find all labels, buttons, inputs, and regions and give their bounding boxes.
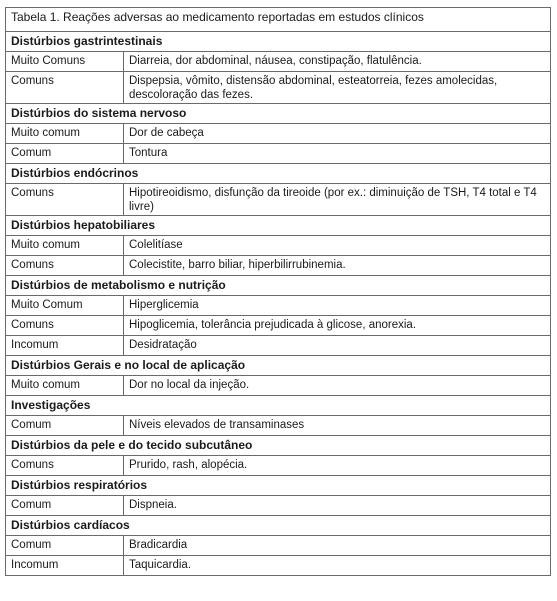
section-heading: Distúrbios respiratórios: [6, 476, 551, 496]
frequency-cell: Muito Comuns: [6, 52, 124, 72]
section-heading: Distúrbios gastrintestinais: [6, 32, 551, 52]
table-row: [6, 556, 551, 576]
table-row: [6, 144, 551, 164]
table-row: [6, 236, 551, 256]
section-heading: Distúrbios do sistema nervoso: [6, 104, 551, 124]
reaction-cell: Dor de cabeça: [124, 124, 551, 144]
table-row: [6, 52, 551, 72]
frequency-cell: Comuns: [6, 256, 124, 276]
section-header-row: [6, 356, 551, 376]
section-header-row: [6, 164, 551, 184]
table-row: [6, 336, 551, 356]
reaction-cell: Colelitíase: [124, 236, 551, 256]
reaction-cell: Níveis elevados de transaminases: [124, 416, 551, 436]
table-row: [6, 376, 551, 396]
frequency-cell: Comum: [6, 416, 124, 436]
reaction-cell: Desidratação: [124, 336, 551, 356]
frequency-cell: Muito comum: [6, 124, 124, 144]
section-header-row: [6, 476, 551, 496]
reaction-cell: Dispneia.: [124, 496, 551, 516]
section-header-row: [6, 104, 551, 124]
section-heading: Distúrbios cardíacos: [6, 516, 551, 536]
reaction-cell: Hipotireoidismo, disfunção da tireoide (por ex.: diminuição de TSH, T4 total e T4 livre): [124, 184, 551, 216]
table-row: [6, 256, 551, 276]
section-header-row: [6, 396, 551, 416]
frequency-cell: Comuns: [6, 456, 124, 476]
table-row: [6, 316, 551, 336]
section-header-row: [6, 32, 551, 52]
frequency-cell: Incomum: [6, 336, 124, 356]
reaction-cell: Prurido, rash, alopécia.: [124, 456, 551, 476]
section-header-row: [6, 216, 551, 236]
section-heading: Distúrbios endócrinos: [6, 164, 551, 184]
table-row: [6, 72, 551, 104]
section-header-row: [6, 516, 551, 536]
frequency-cell: Comum: [6, 536, 124, 556]
section-header-row: [6, 436, 551, 456]
table-row: [6, 456, 551, 476]
section-heading: Investigações: [6, 396, 551, 416]
frequency-cell: Comum: [6, 144, 124, 164]
adverse-reactions-table: [5, 7, 551, 576]
table-row: [6, 124, 551, 144]
section-heading: Distúrbios hepatobiliares: [6, 216, 551, 236]
table-row: [6, 416, 551, 436]
frequency-cell: Comuns: [6, 72, 124, 104]
table-title-row: [6, 8, 551, 32]
reaction-cell: Tontura: [124, 144, 551, 164]
table-row: [6, 184, 551, 216]
frequency-cell: Muito comum: [6, 376, 124, 396]
reaction-cell: Hipoglicemia, tolerância prejudicada à glicose, anorexia.: [124, 316, 551, 336]
reaction-cell: Diarreia, dor abdominal, náusea, constipação, flatulência.: [124, 52, 551, 72]
section-heading: Distúrbios Gerais e no local de aplicação: [6, 356, 551, 376]
section-heading: Distúrbios da pele e do tecido subcutâneo: [6, 436, 551, 456]
table-row: [6, 496, 551, 516]
table-row: [6, 536, 551, 556]
frequency-cell: Muito Comum: [6, 296, 124, 316]
reaction-cell: Dispepsia, vômito, distensão abdominal, esteatorreia, fezes amolecidas, descoloração das fezes.: [124, 72, 551, 104]
reaction-cell: Taquicardia.: [124, 556, 551, 576]
table-body: [6, 8, 551, 576]
frequency-cell: Muito comum: [6, 236, 124, 256]
frequency-cell: Comum: [6, 496, 124, 516]
frequency-cell: Incomum: [6, 556, 124, 576]
reaction-cell: Dor no local da injeção.: [124, 376, 551, 396]
section-header-row: [6, 276, 551, 296]
table-title: Tabela 1. Reações adversas ao medicamento reportadas em estudos clínicos: [6, 8, 551, 32]
reaction-cell: Hiperglicemia: [124, 296, 551, 316]
reaction-cell: Bradicardia: [124, 536, 551, 556]
frequency-cell: Comuns: [6, 184, 124, 216]
frequency-cell: Comuns: [6, 316, 124, 336]
reaction-cell: Colecistite, barro biliar, hiperbilirrubinemia.: [124, 256, 551, 276]
table-row: [6, 296, 551, 316]
section-heading: Distúrbios de metabolismo e nutrição: [6, 276, 551, 296]
